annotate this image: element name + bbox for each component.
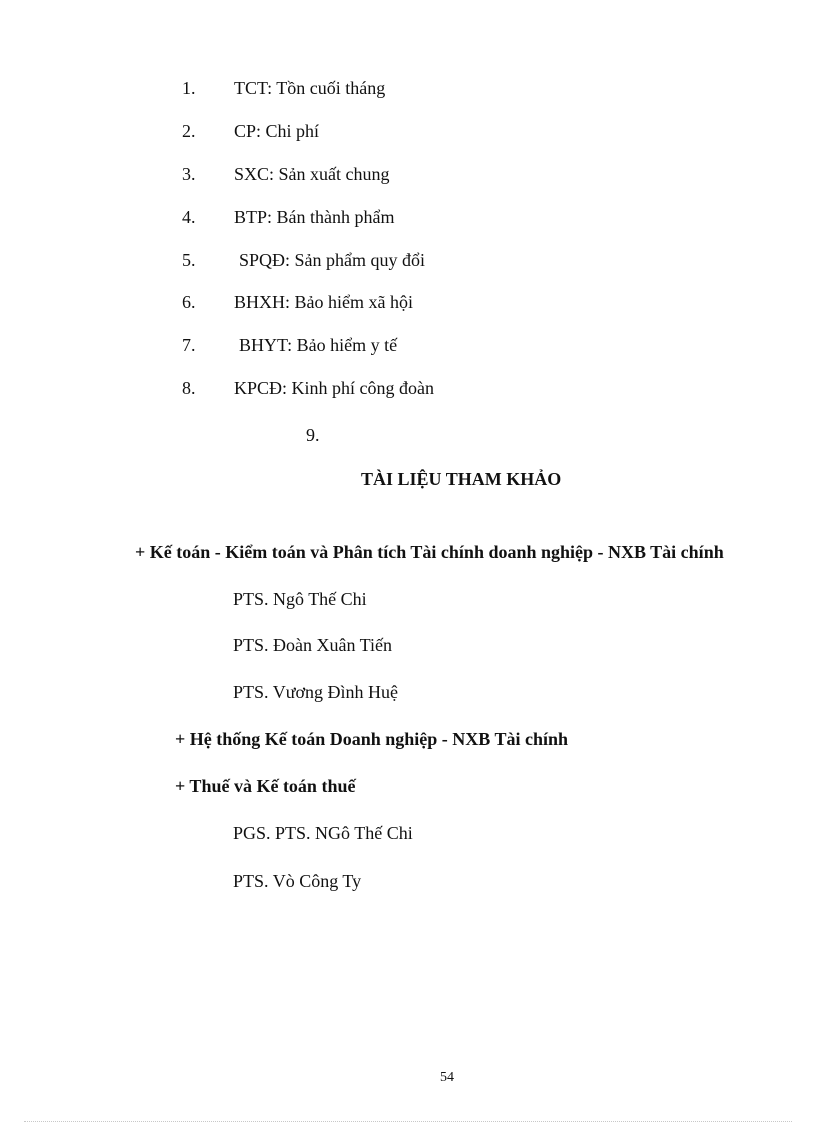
- reference-author: PTS. Vương Đình Huệ: [233, 682, 398, 702]
- stray-list-number: 9.: [306, 425, 320, 445]
- references-heading: TÀI LIỆU THAM KHẢO: [361, 469, 562, 489]
- reference-book-title: + Kế toán - Kiểm toán và Phân tích Tài chính doanh nghiệp - NXB Tài chính: [135, 542, 724, 562]
- reference-book-title: + Thuế và Kế toán thuế: [175, 776, 356, 796]
- abbreviation-number: 2.: [182, 121, 196, 141]
- abbreviation-text: TCT: Tồn cuối tháng: [234, 78, 386, 98]
- reference-book-title: + Hệ thống Kế toán Doanh nghiệp - NXB Tài chính: [175, 729, 569, 749]
- abbreviation-number: 4.: [182, 207, 196, 227]
- abbreviation-text: BHYT: Bảo hiểm y tế: [239, 335, 398, 355]
- page-bottom-divider: [24, 1121, 792, 1122]
- abbreviation-text: SPQĐ: Sản phẩm quy đổi: [239, 250, 426, 270]
- reference-author: PTS. Ngô Thế Chi: [233, 589, 367, 609]
- abbreviation-number: 3.: [182, 164, 196, 184]
- abbreviation-number: 8.: [182, 378, 196, 398]
- abbreviation-number: 6.: [182, 292, 196, 312]
- reference-author: PTS. Vò Công Ty: [233, 871, 362, 891]
- abbreviation-text: CP: Chi phí: [234, 121, 320, 141]
- abbreviation-text: BTP: Bán thành phẩm: [234, 207, 395, 227]
- reference-author: PTS. Đoàn Xuân Tiến: [233, 635, 393, 655]
- abbreviation-number: 7.: [182, 335, 196, 355]
- abbreviation-number: 1.: [182, 78, 196, 98]
- abbreviation-text: BHXH: Bảo hiểm xã hội: [234, 292, 413, 312]
- abbreviation-text: KPCĐ: Kinh phí công đoàn: [234, 378, 434, 398]
- reference-author: PGS. PTS. NGô Thế Chi: [233, 823, 413, 843]
- abbreviation-number: 5.: [182, 250, 196, 270]
- abbreviation-text: SXC: Sản xuất chung: [234, 164, 390, 184]
- page-number: 54: [440, 1070, 454, 1085]
